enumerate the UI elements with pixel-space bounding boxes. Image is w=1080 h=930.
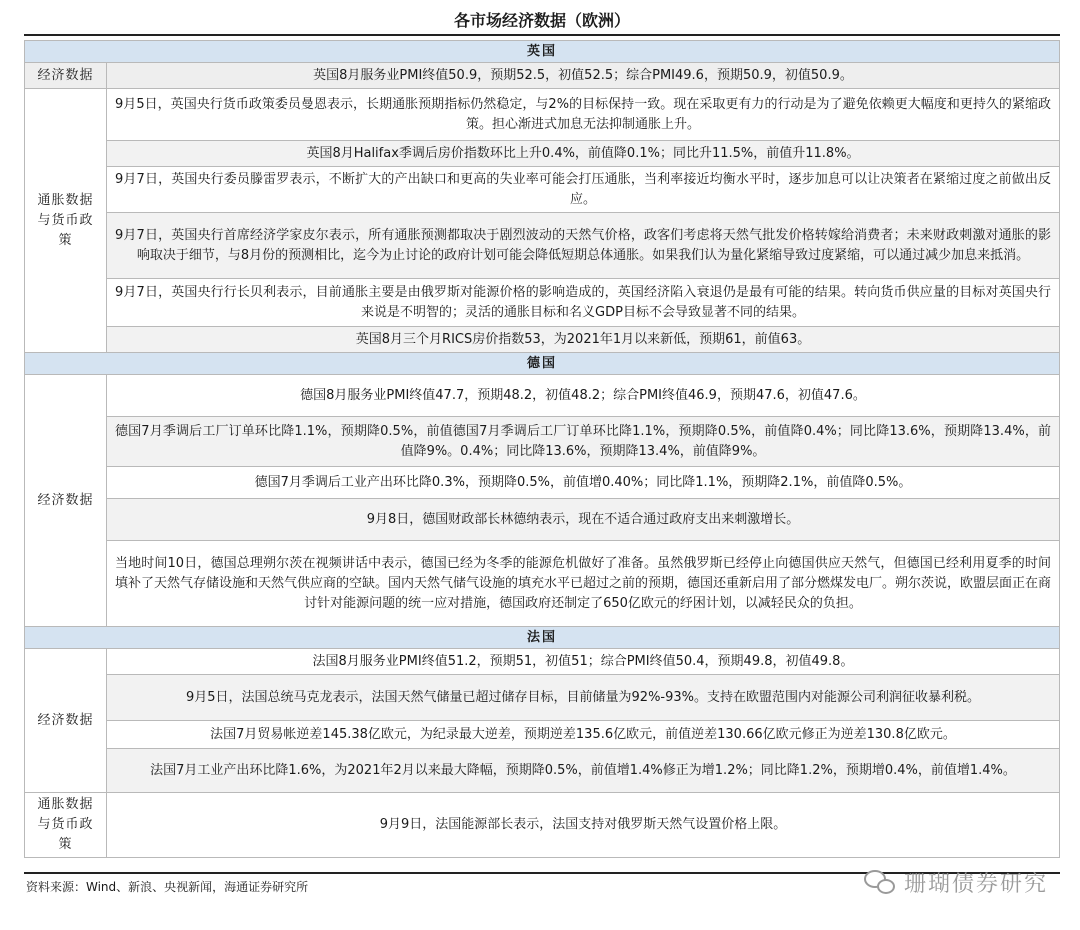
table-row	[25, 375, 1060, 417]
table-row	[25, 141, 1060, 167]
section-header-de	[25, 353, 1060, 375]
table-row	[25, 749, 1060, 793]
table-row	[25, 499, 1060, 541]
watermark	[864, 864, 1048, 900]
cell-text: 英国8月服务业PMI终值50.9，预期52.5，初值52.5；综合PMI49.6，预期50.9，初值50.9。	[107, 63, 1060, 89]
cell-text: 德国7月季调后工业产出环比降0.3%，预期降0.5%，前值增0.40%；同比降1.1%，预期降2.1%，前值降0.5%。	[107, 467, 1060, 499]
table-row	[25, 675, 1060, 721]
table-row	[25, 327, 1060, 353]
cell-text: 9月5日，法国总统马克龙表示，法国天然气储量已超过储存目标，目前储量为92%-93%。支持在欧盟范围内对能源公司利润征收暴利税。	[107, 675, 1060, 721]
table-row	[25, 279, 1060, 327]
section-header-fr	[25, 627, 1060, 649]
economic-data-table	[24, 40, 1060, 858]
cell-text: 英国8月三个月RICS房价指数53，为2021年1月以来新低，预期61，前值63。	[107, 327, 1060, 353]
page-title: 各市场经济数据（欧洲）	[24, 6, 1060, 36]
cell-text: 法国7月工业产出环比降1.6%，为2021年2月以来最大降幅，预期降0.5%，前值增1.4%修正为增1.2%；同比降1.2%，预期增0.4%，前值增1.4%。	[107, 749, 1060, 793]
cell-text: 9月5日，英国央行货币政策委员曼恩表示，长期通胀预期指标仍然稳定，与2%的目标保持一致。现在采取更有力的行动是为了避免依赖更大幅度和更持久的紧缩政策。担心渐进式加息无法抑制通胀上升。	[107, 89, 1060, 141]
cell-text: 9月7日，英国央行行长贝利表示，目前通胀主要是由俄罗斯对能源价格的影响造成的，英国经济陷入衰退仍是最有可能的结果。转向货币供应量的目标对英国央行来说是不明智的；灵活的通胀目标和名义GDP目标不会导致显著不同的结果。	[107, 279, 1060, 327]
row-label: 经济数据	[25, 375, 107, 627]
table-row	[25, 417, 1060, 467]
wechat-icon	[864, 868, 898, 896]
cell-text: 德国8月服务业PMI终值47.7，预期48.2，初值48.2；综合PMI终值46.9，预期47.6，初值47.6。	[107, 375, 1060, 417]
row-label: 通胀数据与货币政策	[25, 793, 107, 858]
section-title: 法国	[25, 627, 1060, 649]
cell-text: 英国8月Halifax季调后房价指数环比上升0.4%，前值降0.1%；同比升11.5%，前值升11.8%。	[107, 141, 1060, 167]
section-title: 英国	[25, 41, 1060, 63]
cell-text: 德国7月季调后工厂订单环比降1.1%，预期降0.5%，前值德国7月季调后工厂订单环比降1.1%，预期降0.5%，前值降0.4%；同比降13.6%，预期降13.4%，前值降9%。0.4%；同比降13.6%，预期降13.4%，前值降9%。	[107, 417, 1060, 467]
section-header-uk	[25, 41, 1060, 63]
source-note: 资料来源：Wind、新浪、央视新闻，海通证券研究所	[24, 872, 1060, 902]
section-title: 德国	[25, 353, 1060, 375]
table-row	[25, 721, 1060, 749]
row-label: 经济数据	[25, 63, 107, 89]
cell-text: 法国8月服务业PMI终值51.2，预期51，初值51；综合PMI终值50.4，预期49.8，初值49.8。	[107, 649, 1060, 675]
cell-text: 9月9日，法国能源部长表示，法国支持对俄罗斯天然气设置价格上限。	[107, 793, 1060, 858]
row-label: 通胀数据与货币政策	[25, 89, 107, 353]
table-row	[25, 63, 1060, 89]
table-row	[25, 167, 1060, 213]
cell-text: 9月8日，德国财政部长林德纳表示，现在不适合通过政府支出来刺激增长。	[107, 499, 1060, 541]
table-row	[25, 213, 1060, 279]
watermark-text: 珊瑚债券研究	[903, 871, 1048, 897]
table-row	[25, 467, 1060, 499]
cell-text: 法国7月贸易帐逆差145.38亿欧元，为纪录最大逆差，预期逆差135.6亿欧元，前值逆差130.66亿欧元修正为逆差130.8亿欧元。	[107, 721, 1060, 749]
table-row	[25, 793, 1060, 858]
cell-text: 9月7日，英国央行委员滕雷罗表示，不断扩大的产出缺口和更高的失业率可能会打压通胀，当利率接近均衡水平时，逐步加息可以让决策者在紧缩过度之前做出反应。	[107, 167, 1060, 213]
table-row	[25, 89, 1060, 141]
table-row	[25, 649, 1060, 675]
row-label: 经济数据	[25, 649, 107, 793]
cell-text: 当地时间10日，德国总理朔尔茨在视频讲话中表示，德国已经为冬季的能源危机做好了准备。虽然俄罗斯已经停止向德国供应天然气，但德国已经利用夏季的时间填补了天然气存储设施和天然气供应商的空缺。国内天然气储气设施的填充水平已超过之前的预期，德国还重新启用了部分燃煤发电厂。朔尔茨说，欧盟层面正在商讨针对能源问题的统一应对措施，德国政府还制定了650亿欧元的纾困计划，以减轻民众的负担。	[107, 541, 1060, 627]
cell-text: 9月7日，英国央行首席经济学家皮尔表示，所有通胀预测都取决于剧烈波动的天然气价格，政客们考虑将天然气批发价格转嫁给消费者；未来财政刺激对通胀的影响取决于细节，与8月份的预测相比，迄今为止讨论的政府计划可能会降低短期总体通胀。如果我们认为量化紧缩导致过度紧缩，可以通过减少加息来抵消。	[107, 213, 1060, 279]
table-row	[25, 541, 1060, 627]
